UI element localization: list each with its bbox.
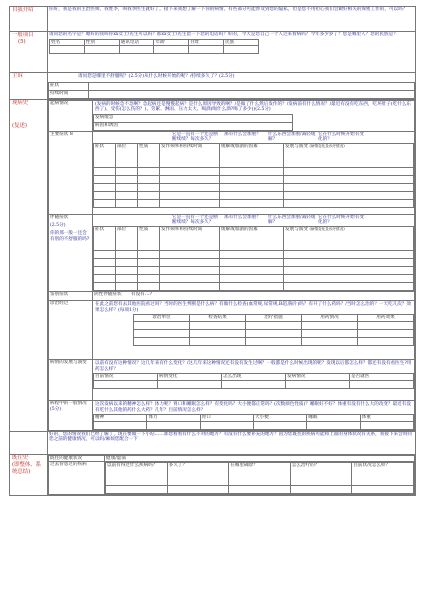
gs-col-appetite: 胃口 <box>200 415 253 422</box>
prog-col-current: 目前情况 <box>94 374 158 381</box>
onset-text: (发病的时候急不急啊？急起病还是慢慢起病？是什么原因导致的啊？/是做了什么然后发作的？/发病前有什么情况？/最近有没有吃东西，吃坏肚子(吃什么东西了)、受伤(怎么伤的？)、劳累、淋雨、压力太大、喝酒(喝什么酒?喝了多少))(2.5分) <box>95 101 412 113</box>
onset-fields-table <box>93 114 293 131</box>
present-label-cell <box>10 99 48 431</box>
accompany-grid <box>93 226 414 291</box>
main-col-nature: 性质 <box>138 143 160 167</box>
complaint-symptom-label: 症状 <box>49 82 89 90</box>
general-label: 一般项目 <box>12 32 34 38</box>
general-label-cell <box>10 32 48 73</box>
past-label-cell <box>10 454 48 496</box>
main-col-frequency: 发作频率和持续时间 <box>160 143 220 167</box>
intro-text: 你好，我是我的主治医师，我姓李，叫我李医生就好了。接下来我想了解一下你的病情，有些部分可能涉及到您的隐私，但是您不用担心我们会做好相关的保密工作的，可以吗？ <box>48 7 416 32</box>
onset-speed-label: 发病缓急 <box>94 114 293 122</box>
past-disease-label: 过去曾患过的疾病 <box>49 462 105 495</box>
complaint-row <box>10 73 416 100</box>
gs-col-spirit: 精神 <box>94 415 147 422</box>
negatives-cell <box>93 291 415 300</box>
accompany-hint-4: 它在什么时候开始有变化的？ <box>318 214 364 226</box>
accompany-score: (2.5分) <box>50 223 66 229</box>
negatives-text: 有没有…? <box>131 291 152 297</box>
negatives-label: 阴性伴随症状 <box>94 291 122 297</box>
onset-label: 起病情况 <box>49 100 93 131</box>
transition-text: 好的，您的情况我们已经了解了，现在要做一下小结……那您看看有什么不对的地方？有没有什么要补充的地方？因为您既往的疾病可能和上面的身体状况有关系，我接下来会询问您之前的健康情况，可以吗/麻烦您配合一下 <box>48 431 416 454</box>
general-status-label-cell <box>49 400 93 430</box>
progress-content <box>93 359 415 400</box>
accompany-row <box>49 214 415 291</box>
accompany-label: 伴随症状 <box>50 214 69 220</box>
present-row <box>10 99 416 431</box>
general-status-text: 这次发病以来的精神怎么样？体力呢？胃口和睡眠怎么样？有变化吗？大小便都正常吗？(次数颜色性质)？睡眠好不好？体重有没有什么大的改变？最近有没有吃什么其他的药什么大药？几年？目前情况怎么样？ <box>95 401 411 413</box>
prog-col-how: 怎么出现 <box>222 374 286 381</box>
treat-col-meds: 用药情况 <box>302 315 358 322</box>
general-status-label: 病程中的一般情况 <box>50 400 87 406</box>
main-symptom-hints <box>93 132 414 143</box>
acc-col-symptom: 症状 <box>94 226 116 250</box>
general-status-score: (5分) <box>50 406 62 412</box>
complaint-text: 请问您是哪里不舒服呢？(2.5分)从什么时候开始的呢？/持续多久了？(2.5分) <box>78 74 235 79</box>
past-q-duration: 多久了？ <box>167 463 229 486</box>
prog-col-change: 病情变化 <box>158 374 222 381</box>
field-name: 姓名 <box>50 39 85 46</box>
gs-col-excretion: 大小便 <box>253 415 306 422</box>
treat-col-unit: 诊治单位 <box>134 315 190 322</box>
main-hint-2: 那有什么会加重？ <box>224 131 261 137</box>
acc-col-location: 部位 <box>116 226 138 250</box>
treat-col-effect: 用药效果 <box>358 315 414 322</box>
acc-col-progression: 发展与演变 <box>285 226 308 232</box>
history-taking-form <box>9 6 415 594</box>
acc-col-progression-cell <box>284 226 414 250</box>
main-symptom-content <box>93 131 415 214</box>
treatment-grid <box>133 314 414 346</box>
past-q-disease: 以前有得过什么疾病吗？ <box>106 463 168 486</box>
field-address: 住址 <box>189 39 224 46</box>
past-q-status: 目前状况怎么样？ <box>352 463 414 486</box>
main-hint-4: 它在什么时候开始有变化的？ <box>318 131 364 143</box>
intro-row <box>10 7 416 32</box>
treatment-text: 在此之前您有去其他医院看过吗？当时的医生判断是什么病？有做什么检查(血常规,尿常规,B超,胸片)吗？有开了什么药吗？/当时怎么治的？一天吃几次？效果怎么样？(每项1分) <box>95 301 412 313</box>
main-col-location: 部位 <box>116 143 138 167</box>
complaint-content <box>48 73 416 100</box>
gs-col-weight: 体重 <box>360 415 413 422</box>
accompany-content <box>93 214 415 291</box>
accompany-hint-1: 它是一直有一个还是断断续续？每次多久？ <box>172 214 218 226</box>
past-table <box>48 455 415 496</box>
main-hint-1: 它是一直有一个还是断断续续？每次多久？ <box>172 131 218 143</box>
main-symptom-label-cell <box>49 131 93 214</box>
past-q-treatment: 怎么治疗的？ <box>290 463 352 486</box>
onset-row <box>49 100 415 131</box>
past-disease-grid <box>105 462 414 494</box>
main-col-progression: 发展与演变 <box>285 143 308 149</box>
past-content <box>48 454 416 496</box>
onset-content <box>93 100 415 131</box>
progress-row <box>49 359 415 400</box>
treatment-row <box>49 300 415 359</box>
main-col-progression-note: (病情变化及诊疗情况) <box>309 143 345 148</box>
differential-row <box>49 291 415 300</box>
general-row <box>10 32 416 73</box>
past-q-where: 在哪里确诊？ <box>229 463 291 486</box>
general-fields-table <box>49 39 259 55</box>
general-score: (5) <box>18 39 26 45</box>
field-ethnicity: 民族 <box>224 39 259 46</box>
complaint-duration-label: 持续时间 <box>49 90 89 98</box>
general-content <box>48 32 416 73</box>
acc-col-nature: 性质 <box>138 226 160 250</box>
general-status-grid <box>93 414 414 430</box>
onset-cause-label: 病因和诱因 <box>94 122 293 130</box>
acc-col-factors: 缓解或加剧的因素 <box>220 226 284 250</box>
main-symptom-grid <box>93 143 414 208</box>
main-symptom-score: 8 <box>69 131 73 137</box>
treat-col-measures: 治疗措施 <box>246 315 302 322</box>
intro-label: 自我介绍 <box>10 7 48 32</box>
treatment-label: 诊治经过 <box>49 300 93 359</box>
complaint-table <box>48 82 415 99</box>
progress-text: 以前有没有这种情况？这几年来有什么变化？/这几年来这种情况还有没有发生过啊？一般都是什么时候出现的呢？发现以后都怎么样？都还有没有看医生?用药怎么样？ <box>95 360 412 372</box>
gs-col-sleep: 睡眠 <box>307 415 360 422</box>
accompany-hint-2: 那有什么会加重？ <box>224 214 261 220</box>
treat-col-exam: 检查结果 <box>190 315 246 322</box>
present-sub: (复述) <box>12 122 27 129</box>
field-sex: 性别 <box>84 39 119 46</box>
accompany-label-cell <box>49 214 93 291</box>
progress-grid <box>93 373 414 389</box>
accompany-note: 你的那一般一还会有别的不舒服的吗? <box>50 230 90 242</box>
main-hint-3: 什么东西会加重/减轻缓解？ <box>268 131 316 143</box>
past-sub: (即整体、系统总结) <box>12 461 42 475</box>
prog-col-visit: 是否就医 <box>350 374 414 381</box>
complaint-label: 主诉 <box>10 73 48 100</box>
past-disease-content <box>105 462 415 495</box>
main-symptom-label: 主要症状 <box>50 131 69 137</box>
field-phone: 通讯电话 <box>119 39 154 46</box>
main-col-symptom: 症状 <box>94 143 116 167</box>
present-content <box>48 99 416 431</box>
past-label: 既往史 <box>12 454 29 461</box>
past-row <box>10 454 416 496</box>
field-age: 年龄 <box>154 39 189 46</box>
differential-label: 鉴别症状 <box>49 291 93 300</box>
accompany-hints <box>93 215 414 226</box>
main-table <box>9 6 416 496</box>
main-col-progression-cell <box>284 143 414 167</box>
past-health-value: 健康/虚弱 <box>105 455 415 462</box>
progress-label: 病情的发展与演变 <box>49 359 93 400</box>
treatment-content <box>93 300 415 359</box>
past-health-label: 既往的健康状况 <box>49 455 105 462</box>
prog-col-onset: 发病情况 <box>286 374 350 381</box>
general-text: 请问您的名字是？嗯好的我叫你xx女士/先生可以吗？那xx女士/先生留一下您的电话吗？好的，今天是您自己一个人过来看病吗？今年多少岁了？您是哪里人？您的民族是？ <box>49 32 398 37</box>
present-table <box>48 100 415 431</box>
main-col-factors: 缓解或加剧的因素 <box>220 143 284 167</box>
main-symptom-row <box>49 131 415 214</box>
transition-row <box>10 431 416 454</box>
general-status-content <box>93 400 415 430</box>
accompany-hint-3: 什么东西会加重/减轻缓解？ <box>268 214 316 226</box>
gs-col-stamina: 体力 <box>147 415 200 422</box>
general-status-row <box>49 400 415 430</box>
present-label: 现病史 <box>12 99 29 106</box>
acc-col-frequency: 发作频率和持续时间 <box>160 226 220 250</box>
acc-col-progression-note: (病情变化及诊疗情况) <box>309 226 345 231</box>
